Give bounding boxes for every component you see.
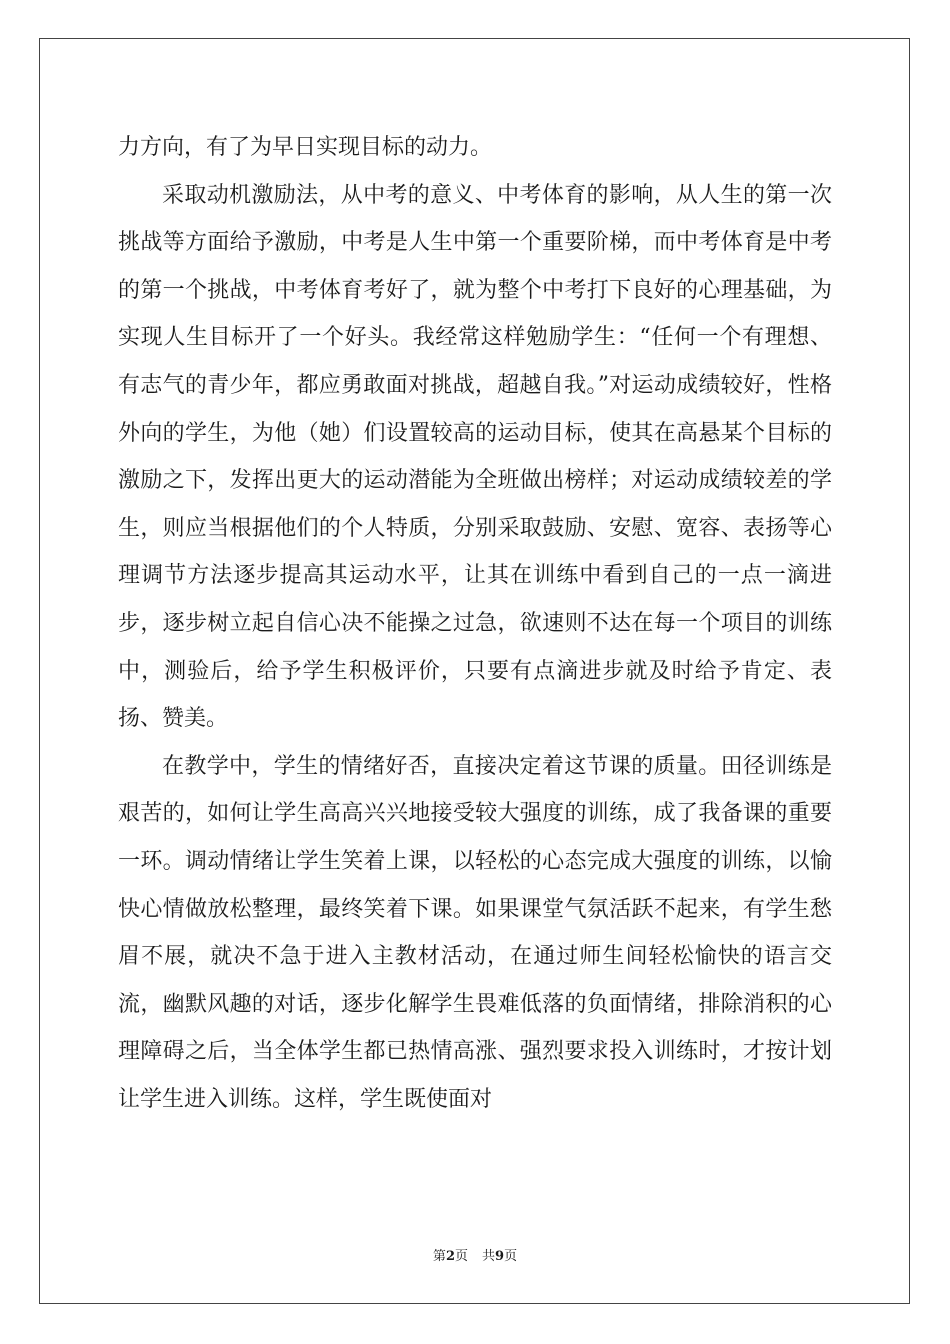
page-footer <box>0 1245 950 1264</box>
page-suffix: 页 <box>454 1249 468 1264</box>
page-total: 9 <box>495 1249 505 1264</box>
total-prefix: 共 <box>482 1249 496 1264</box>
paragraph-motivation: 采取动机激励法，从中考的意义、中考体育的影响，从人生的第一次挑战等方面给予激励，中考是人生中第一个重要阶梯，而中考体育是中考的第一个挑战，中考体育考好了，就为整个中考打下良好的心理基础，为实现人生目标开了一个好头。我经常这样勉励学生：“任何一个有理想、有志气的青少年，都应勇敢面对挑战，超越自我。”对运动成绩较好，性格外向的学生，为他（她）们设置较高的运动目标，使其在高悬某个目标的激励之下，发挥出更大的运动潜能为全班做出榜样；对运动成绩较差的学生，则应当根据他们的个人特质，分别采取鼓励、安慰、宽容、表扬等心理调节方法逐步提高其运动水平，让其在训练中看到自己的一点一滴进步，逐步树立起自信心决不能操之过急，欲速则不达在每一个项目的训练中，测验后，给予学生积极评价，只要有点滴进步就及时给予肯定、表扬、赞美。 <box>118 182 832 732</box>
page-current: 2 <box>445 1249 455 1264</box>
paragraph-emotion: 在教学中，学生的情绪好否，直接决定着这节课的质量。田径训练是艰苦的，如何让学生高高兴兴地接受较大强度的训练，成了我备课的重要一环。调动情绪让学生笑着上课，以轻松的心态完成大强度的训练，以愉快心情做放松整理，最终笑着下课。如果课堂气氛活跃不起来，有学生愁眉不展，就决不急于进入主教材活动，在通过师生间轻松愉快的语言交流，幽默风趣的对话，逐步化解学生畏难低落的负面情绪，排除消积的心理障碍之后，当全体学生都已热情高涨、强烈要求投入训练时，才按计划让学生进入训练。这样，学生既使面对 <box>118 753 832 1112</box>
total-suffix: 页 <box>504 1249 518 1264</box>
paragraph-continuation: 力方向，有了为早日实现目标的动力。 <box>118 135 493 160</box>
document-body <box>118 124 832 1123</box>
page-prefix: 第 <box>432 1249 446 1264</box>
